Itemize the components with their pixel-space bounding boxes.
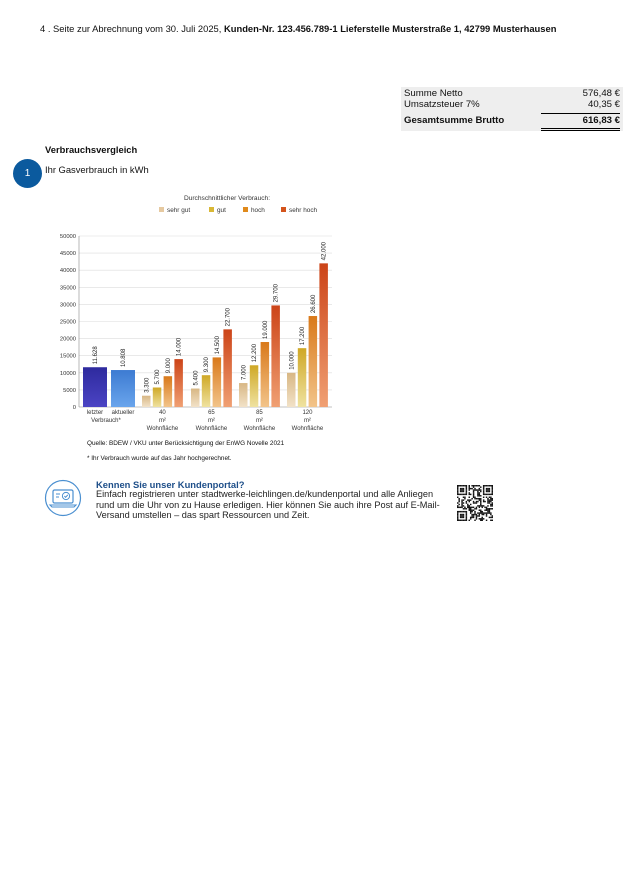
y-tick-label: 25000: [59, 319, 76, 326]
bar-value-label: 22.700: [225, 308, 232, 327]
legend-swatch: [209, 207, 214, 212]
x-tick-label: letzter: [86, 410, 104, 416]
bar-value-label: 14.000: [176, 337, 183, 357]
x-tick-label: Wohnfläche: [243, 426, 276, 432]
bar-value-label: 7.000: [241, 365, 248, 381]
bar-value-label: 19.000: [262, 320, 269, 340]
chart-subtitle: Ihr Gasverbrauch in kWh: [45, 164, 149, 175]
user-consumption-bar: [111, 370, 135, 407]
x-tick-label: 65: [208, 410, 215, 416]
x-tick-label: m²: [303, 418, 311, 424]
legend-label: gut: [217, 207, 226, 214]
benchmark-bar: [250, 365, 258, 407]
x-tick-label: aktueller: [111, 410, 135, 416]
legend-label: sehr gut: [167, 207, 191, 214]
benchmark-bar: [287, 373, 296, 407]
x-tick-label: Wohnfläche: [146, 426, 179, 432]
legend-swatch: [281, 207, 286, 212]
totals-label: Gesamtsumme Brutto: [404, 115, 505, 126]
x-tick-label: Wohnfläche: [195, 426, 228, 432]
bar-value-label: 11.628: [93, 346, 99, 365]
benchmark-bar: [142, 396, 151, 407]
totals-value: 576,48 €: [582, 88, 620, 99]
section-title: Verbrauchsvergleich: [45, 144, 138, 155]
legend-swatch: [159, 207, 164, 212]
totals-value: 616,83 €: [582, 115, 620, 126]
x-tick-label: m²: [207, 418, 215, 424]
chart-legend: [159, 207, 318, 214]
x-tick-label: Verbrauch*: [91, 418, 121, 424]
bar-value-label: 42.000: [321, 242, 328, 261]
bar-value-label: 17.200: [300, 326, 307, 346]
x-tick-label: Wohnfläche: [291, 426, 324, 432]
y-tick-label: 15000: [59, 353, 76, 360]
x-tick-label: m²: [255, 418, 263, 424]
bar-value-label: 10.808: [121, 348, 127, 368]
y-tick-label: 5000: [63, 387, 76, 394]
benchmark-bar: [191, 389, 200, 407]
user-consumption-bar: [83, 367, 107, 407]
step-badge: 1: [13, 159, 42, 188]
bar-value-label: 29.700: [273, 284, 280, 303]
benchmark-bar: [239, 383, 248, 407]
totals-value: 40,35 €: [587, 98, 620, 110]
y-tick-label: 0: [72, 405, 76, 411]
portal-text: Einfach registrieren unter stadtwerke-leichlingen.de/kundenportal und alle Anliegen rund um die Uhr von zu Hause erledigen. Hier können Sie auch ihre Post auf E-Mail-Versand umstellen – das spart Ressourcen und Zeit.: [96, 489, 440, 520]
bar-value-label: 10.000: [289, 351, 296, 370]
footnote: * Ihr Verbrauch wurde auf das Jahr hochgerechnet.: [87, 455, 232, 462]
benchmark-bar: [164, 376, 173, 407]
benchmark-bar: [261, 342, 270, 407]
y-tick-label: 10000: [59, 370, 76, 377]
benchmark-bar: [319, 263, 328, 407]
benchmark-bar: [223, 329, 232, 407]
y-tick-label: 50000: [59, 234, 76, 240]
header-location: Lieferstelle Musterstraße 1, 42799 Musterhausen: [340, 23, 557, 34]
benchmark-bar: [271, 305, 280, 407]
portal-title: Kennen Sie unser Kundenportal?: [96, 479, 245, 490]
bar-value-label: 5.400: [193, 370, 200, 386]
totals-label: Summe Netto: [404, 88, 463, 99]
x-tick-label: 120: [302, 410, 313, 416]
benchmark-bar: [213, 357, 222, 407]
bar-value-label: 9.300: [204, 357, 211, 373]
bar-value-label: 3.300: [144, 377, 151, 393]
x-tick-label: 40: [159, 410, 166, 416]
bar-value-label: 12.200: [252, 343, 259, 363]
legend-swatch: [243, 207, 248, 212]
y-tick-label: 20000: [59, 336, 76, 343]
legend-label: hoch: [251, 207, 265, 214]
laptop-check-icon: [44, 479, 82, 517]
chart-title: Durchschnittlicher Verbrauch:: [183, 195, 271, 202]
benchmark-bar: [153, 388, 162, 407]
y-tick-label: 45000: [59, 251, 76, 258]
y-tick-label: 35000: [59, 285, 76, 292]
x-tick-label: m²: [158, 418, 166, 424]
y-tick-label: 40000: [59, 268, 76, 275]
bar-value-label: 26.600: [310, 294, 317, 314]
x-tick-label: 85: [256, 410, 263, 416]
header-customer-number: Kunden-Nr. 123.456.789-1: [223, 23, 338, 34]
legend-label: sehr hoch: [289, 207, 318, 214]
source-note: Quelle: BDEW / VKU unter Berücksichtigung der EnWG Novelle 2021: [87, 440, 285, 447]
bar-value-label: 14.500: [214, 336, 221, 355]
benchmark-bar: [298, 348, 307, 407]
benchmark-bar: [309, 316, 318, 407]
totals-label: Umsatzsteuer 7%: [404, 98, 480, 110]
bar-value-label: 5.700: [155, 369, 162, 385]
bar-value-label: 9.000: [165, 358, 172, 374]
y-tick-label: 30000: [59, 302, 76, 309]
benchmark-bar: [174, 359, 183, 407]
benchmark-bar: [202, 375, 211, 407]
header-prefix: 4 . Seite zur Abrechnung vom 30. Juli 2025,: [40, 23, 222, 34]
qr-code-icon: [457, 485, 493, 521]
